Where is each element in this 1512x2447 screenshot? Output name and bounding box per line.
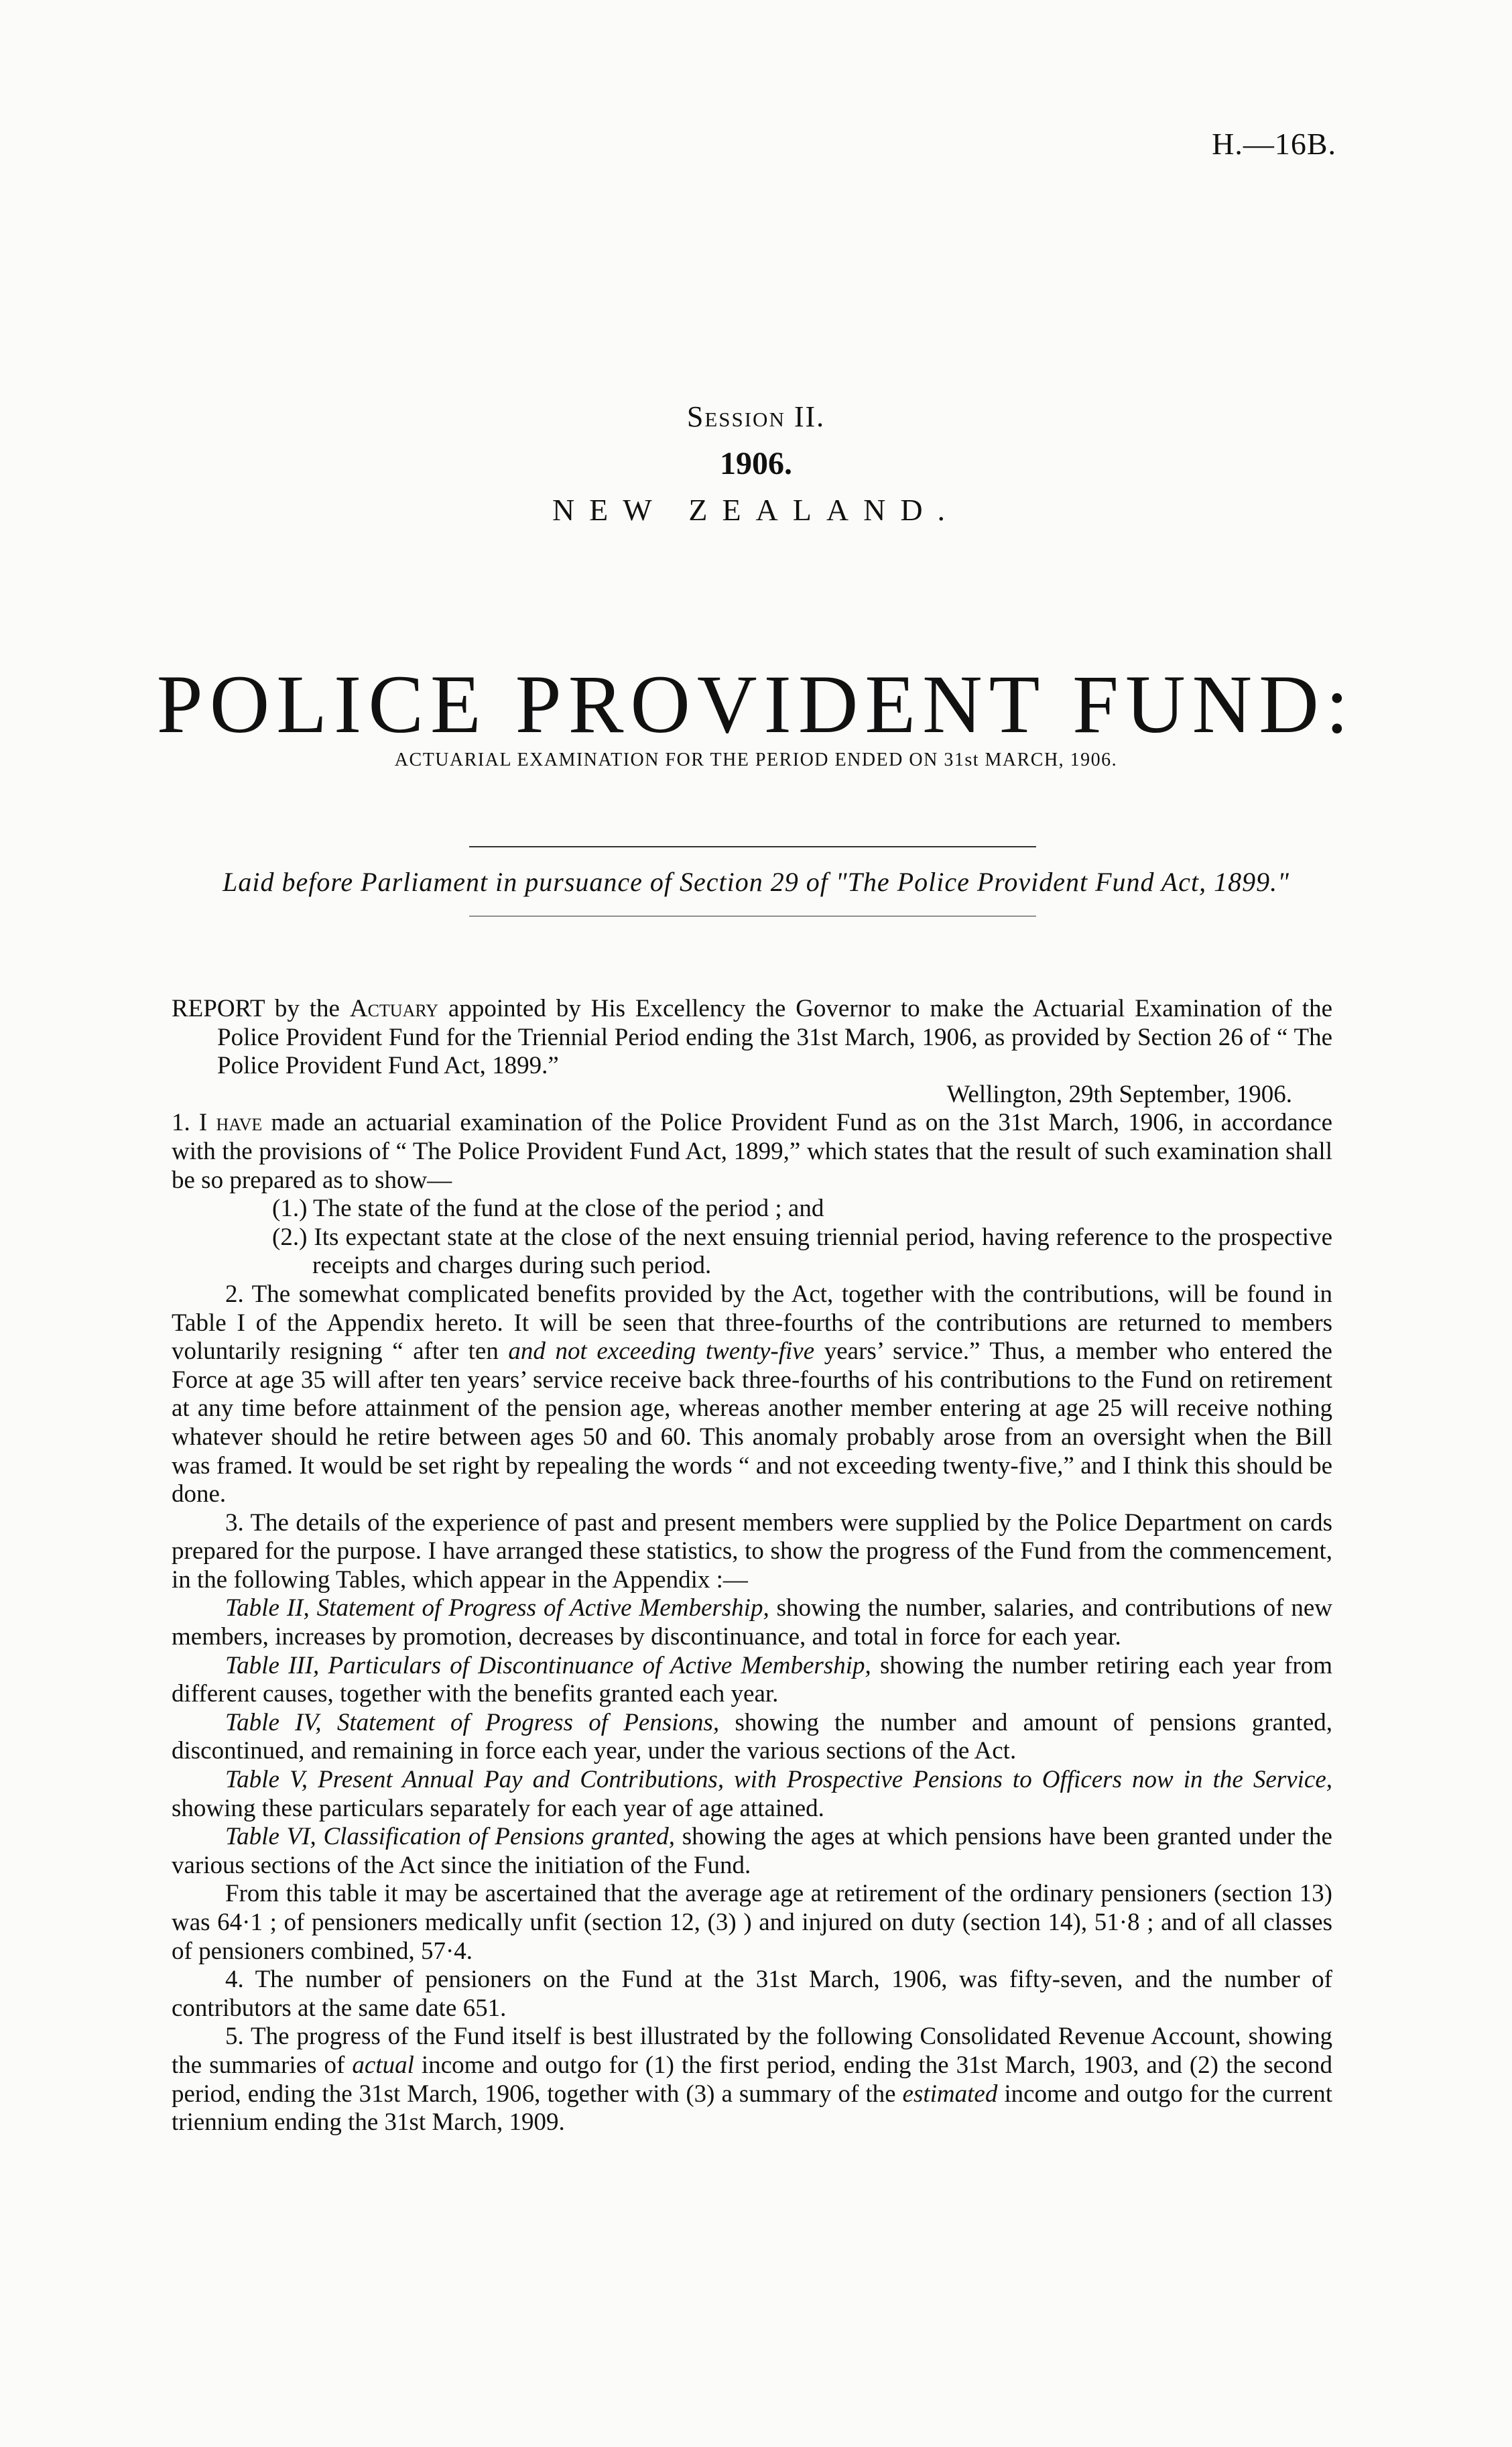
paragraph-2-b: years’ service.” Thus, a member who entered the Force at age 35 will after ten years’ service receive back three-fourths of his contributions to the Fund on retirement at any time before attainment of the pension age, whereas another member entering at age 25 will receive nothing whatever should he retire between ages 50 and 60. This anomaly probably arose from an oversight when the Bill was framed. It would be set right by repealing the words “ and not exceeding twenty-five,” and I think this should be done.: [172, 1337, 1332, 1508]
report-heading: [172, 995, 1332, 1081]
table-3-description: [172, 1652, 1332, 1709]
list-item: (2.) Its expectant state at the close of the next ensuing triennial period, having reference to the prospective receipts and charges during such period.: [272, 1223, 1332, 1280]
subtitle: ACTUARIAL EXAMINATION FOR THE PERIOD ENDED ON 31st MARCH, 1906.: [394, 750, 1118, 770]
paragraph-1: [172, 1109, 1332, 1195]
report-heading-lead: REPORT: [172, 995, 265, 1022]
table-2-description: [172, 1594, 1332, 1651]
table-2-text: showing the number, salaries, and contributions of new members, increases by promotion, decreases by discontinuance, and total in force for each year.: [172, 1594, 1332, 1651]
report-heading-rest: appointed by His Excellency the Governor to make the Actuarial Examination of the Police Provident Fund for the Triennial Period ending the 31st March, 1906, as provided by Section 26 of “ The Police Provident Fund Act, 1899.”: [217, 995, 1333, 1080]
laid-before-line: Laid before Parliament in pursuance of Section 29 of "The Police Provident Fund Act, 1899.": [223, 867, 1289, 897]
table-5-text: showing these particulars separately for each year of age attained.: [172, 1794, 824, 1822]
paragraph-5-a: 5. The progress of the Fund itself is best illustrated by the following Consolidated Revenue Account, showing the summaries of: [172, 2023, 1332, 2079]
table-5-title: Table V, Present Annual Pay and Contributions, with Prospective Pensions to Officers now in the Service,: [225, 1766, 1332, 1794]
document-reference: H.—16B.: [1212, 127, 1336, 161]
table-6-title: Table VI, Classification of Pensions granted,: [225, 1823, 675, 1851]
table-3-text: showing the number retiring each year from different causes, together with the benefits granted each year.: [172, 1651, 1332, 1708]
table-3-title: Table III, Particulars of Discontinuance of Active Membership,: [225, 1651, 871, 1679]
paragraph-3: 3. The details of the experience of past and present members were supplied by the Police Department on cards prepared for the purpose. I have arranged these statistics, to show the progress of the Fund from the commencement, in the following Tables, which appear in the Appendix :—: [172, 1508, 1332, 1594]
paragraph-5-actual: actual: [352, 2051, 414, 2079]
table-4-title: Table IV, Statement of Progress of Pensions,: [225, 1708, 720, 1736]
report-body: [172, 995, 1332, 2137]
table-4-text: showing the number and amount of pensions granted, discontinued, and remaining in force each year, under the various sections of the Act.: [172, 1708, 1333, 1765]
show-list: [172, 1195, 1332, 1280]
main-title: POLICE PROVIDENT FUND:: [156, 658, 1356, 750]
paragraph-2: [172, 1280, 1332, 1509]
date-line: Wellington, 29th September, 1906.: [946, 1080, 1292, 1108]
paragraph-from-table: From this table it may be ascertained that the average age at retirement of the ordinary pensioners (section 13) was 64·1 ; of pensioners medically unfit (section 12, (3) ) and injured on duty (section 14), 51·8 ; and of all classes of pensioners combined, 57·4.: [172, 1880, 1332, 1965]
paragraph-5: [172, 2023, 1332, 2137]
table-2-title: Table II, Statement of Progress of Active Membership,: [225, 1594, 769, 1622]
list-item: (1.) The state of the fund at the close of the period ; and: [272, 1195, 824, 1223]
report-heading-actuary: Actuary: [349, 995, 439, 1022]
top-rule: [469, 846, 1036, 847]
year-label: 1906.: [720, 446, 792, 481]
paragraph-4: 4. The number of pensioners on the Fund at the 31st March, 1906, was fifty-seven, and the number of contributors at the same date 651.: [172, 1966, 1332, 2022]
paragraph-2-a: 2. The somewhat complicated benefits provided by the Act, together with the contributions, will be found in Table I of the Appendix hereto. It will be seen that three-fourths of the contributions are returned to members voluntarily resigning “ after ten: [172, 1280, 1332, 1366]
paragraph-5-c: income and outgo for the current triennium ending the 31st March, 1909.: [172, 2080, 1332, 2137]
paragraph-2-italic: and not exceeding twenty-five: [508, 1337, 815, 1366]
country-label: NEW ZEALAND.: [552, 493, 960, 527]
table-6-description: [172, 1823, 1332, 1880]
paragraph-1-text: made an actuarial examination of the Police Provident Fund as on the 31st March, 1906, in accordance with the provisions of “ The Police Provident Fund Act, 1899,” which states that the result of such examination shall be so prepared as to show—: [172, 1109, 1332, 1194]
table-6-text: showing the ages at which pensions have been granted under the various sections of the Act since the initiation of the Fund.: [172, 1823, 1332, 1879]
paragraph-1-have: have: [216, 1109, 263, 1137]
paragraph-5-b: income and outgo for (1) the first period, ending the 31st March, 1903, and (2) the second period, ending the 31st March, 1906, together with (3) a summary of the: [172, 2051, 1332, 2108]
table-5-description: [172, 1766, 1332, 1823]
paragraph-5-estimated: estimated: [902, 2080, 998, 2108]
table-4-description: [172, 1709, 1332, 1766]
session-label: Session II.: [686, 400, 826, 433]
paragraph-1-num: 1. I: [172, 1109, 216, 1137]
report-heading-mid: by the: [264, 995, 350, 1022]
